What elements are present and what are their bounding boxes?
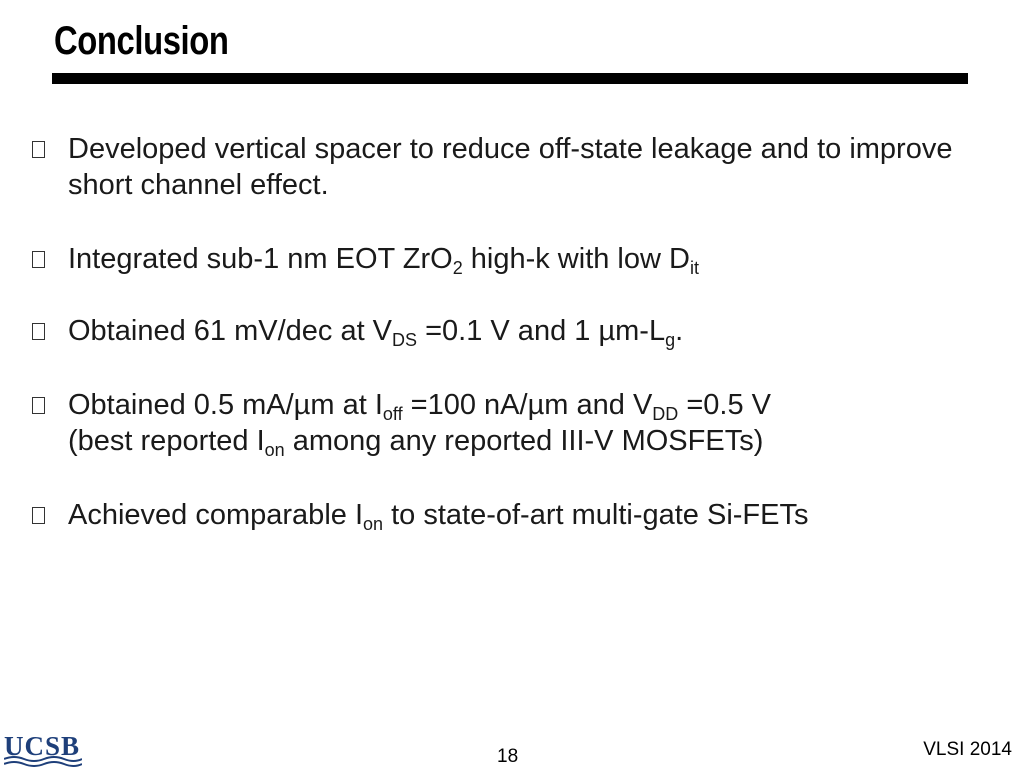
square-bullet-icon xyxy=(32,141,45,158)
subscript: DD xyxy=(652,404,679,424)
bullet-text: Integrated sub-1 nm EOT ZrO xyxy=(68,243,453,275)
bullet-text: . xyxy=(675,315,684,347)
square-bullet-icon xyxy=(32,397,45,414)
page-number: 18 xyxy=(497,746,519,767)
subscript: g xyxy=(665,330,676,350)
slide-title: Conclusion xyxy=(54,19,229,63)
subscript: DS xyxy=(392,330,418,350)
bullet-list xyxy=(30,131,1000,571)
bullet-text: (best reported I xyxy=(68,425,265,457)
bullet-text: =100 nA/µm and V xyxy=(402,389,653,421)
square-bullet-icon xyxy=(32,507,45,524)
bullet-item xyxy=(30,497,1000,533)
subscript: 2 xyxy=(452,258,463,278)
bullet-text: Obtained 61 mV/dec at V xyxy=(68,315,393,347)
bullet-text: =0.1 V and 1 µm-L xyxy=(417,315,666,347)
title-underline xyxy=(52,73,968,84)
bullet-item xyxy=(30,131,1000,203)
bullet-text: high-k with low D xyxy=(462,243,690,275)
bullet-text: Obtained 0.5 mA/µm at I xyxy=(68,389,383,421)
wave-icon xyxy=(4,755,82,767)
bullet-text: to state-of-art multi-gate Si-FETs xyxy=(383,499,809,531)
subscript: on xyxy=(264,440,285,460)
subscript: off xyxy=(382,404,403,424)
square-bullet-icon xyxy=(32,251,45,268)
bullet-text: Developed vertical spacer to reduce off-state leakage and to improve short channel effect. xyxy=(68,133,953,201)
footer-label: VLSI 2014 xyxy=(923,739,1012,760)
bullet-item xyxy=(30,241,1000,277)
bullet-item xyxy=(30,387,1000,459)
square-bullet-icon xyxy=(32,323,45,340)
logo-text: UCSB xyxy=(4,731,81,761)
bullet-text: Achieved comparable I xyxy=(68,499,363,531)
subscript: it xyxy=(689,258,699,278)
subscript: on xyxy=(363,514,384,534)
bullet-text: among any reported III-V MOSFETs) xyxy=(284,425,764,457)
bullet-item xyxy=(30,313,1000,349)
bullet-text: =0.5 V xyxy=(678,389,771,421)
ucsb-logo xyxy=(4,731,84,765)
